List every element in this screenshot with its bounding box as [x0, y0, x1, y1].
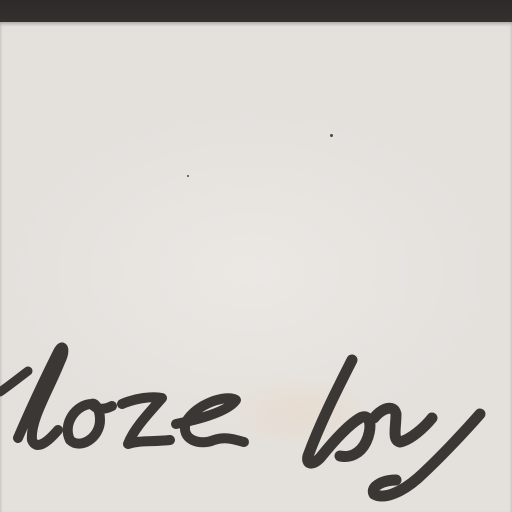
handwriting-stroke — [373, 408, 480, 496]
handwriting-stroke — [68, 404, 112, 444]
handwriting-stroke — [18, 347, 63, 444]
handwriting-stroke — [176, 398, 244, 442]
handwriting-stroke — [0, 371, 28, 392]
handwriting-stroke — [122, 397, 170, 444]
handwriting-stroke — [308, 360, 370, 463]
